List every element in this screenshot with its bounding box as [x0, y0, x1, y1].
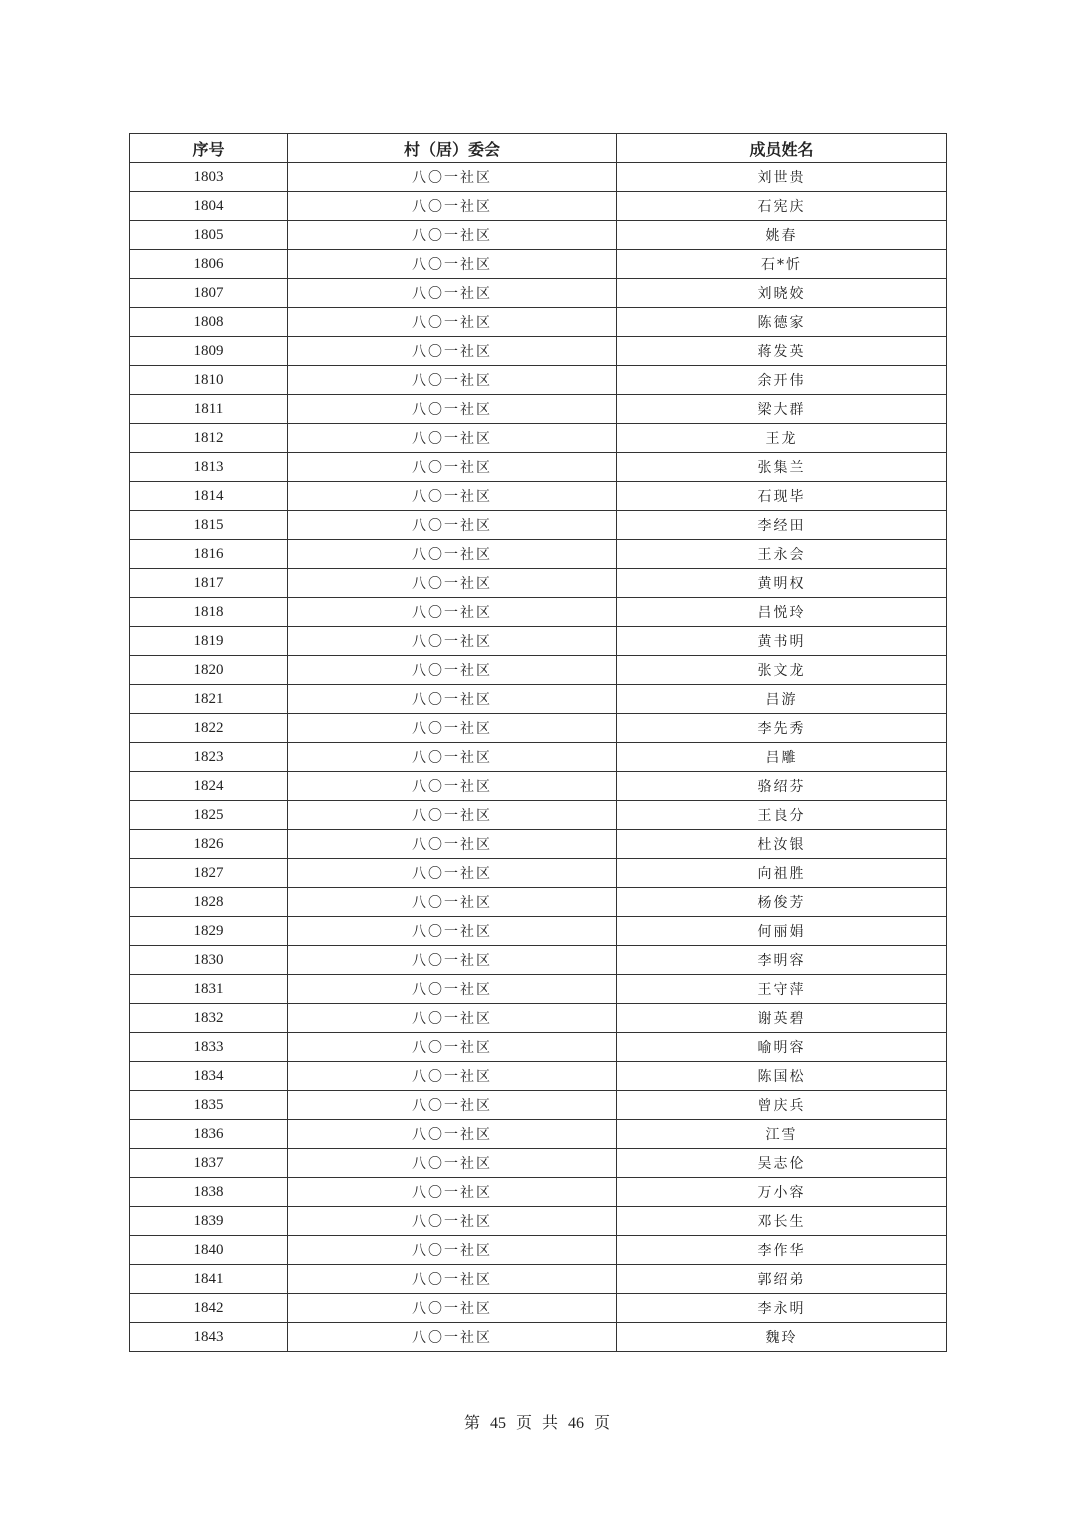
cell-member-name: 蒋发英 — [617, 337, 947, 366]
cell-serial-number: 1826 — [130, 830, 288, 859]
cell-serial-number: 1806 — [130, 250, 288, 279]
cell-serial-number: 1807 — [130, 279, 288, 308]
cell-serial-number: 1812 — [130, 424, 288, 453]
cell-member-name: 刘晓姣 — [617, 279, 947, 308]
cell-committee: 八〇一社区 — [288, 1207, 617, 1236]
table-row — [130, 1033, 947, 1062]
page-footer — [0, 1410, 1074, 1433]
cell-member-name: 何丽娟 — [617, 917, 947, 946]
table-row — [130, 1004, 947, 1033]
header-committee: 村（居）委会 — [288, 134, 617, 163]
cell-committee: 八〇一社区 — [288, 337, 617, 366]
table-row — [130, 1120, 947, 1149]
cell-serial-number: 1823 — [130, 743, 288, 772]
footer-total-pages: 46 — [568, 1415, 585, 1432]
cell-member-name: 江雪 — [617, 1120, 947, 1149]
cell-committee: 八〇一社区 — [288, 250, 617, 279]
cell-serial-number: 1810 — [130, 366, 288, 395]
table-row — [130, 627, 947, 656]
table-row — [130, 685, 947, 714]
cell-committee: 八〇一社区 — [288, 888, 617, 917]
cell-member-name: 万小容 — [617, 1178, 947, 1207]
cell-member-name: 王永会 — [617, 540, 947, 569]
cell-serial-number: 1809 — [130, 337, 288, 366]
cell-member-name: 谢英碧 — [617, 1004, 947, 1033]
cell-serial-number: 1817 — [130, 569, 288, 598]
cell-member-name: 李永明 — [617, 1294, 947, 1323]
cell-committee: 八〇一社区 — [288, 598, 617, 627]
cell-member-name: 余开伟 — [617, 366, 947, 395]
cell-committee: 八〇一社区 — [288, 917, 617, 946]
cell-committee: 八〇一社区 — [288, 1149, 617, 1178]
cell-serial-number: 1836 — [130, 1120, 288, 1149]
cell-committee: 八〇一社区 — [288, 1178, 617, 1207]
cell-serial-number: 1821 — [130, 685, 288, 714]
table-row — [130, 540, 947, 569]
table-row — [130, 1323, 947, 1352]
cell-committee: 八〇一社区 — [288, 221, 617, 250]
table-row — [130, 1294, 947, 1323]
cell-committee: 八〇一社区 — [288, 308, 617, 337]
table-row — [130, 743, 947, 772]
cell-member-name: 郭绍弟 — [617, 1265, 947, 1294]
table-row — [130, 772, 947, 801]
cell-serial-number: 1831 — [130, 975, 288, 1004]
cell-committee: 八〇一社区 — [288, 946, 617, 975]
table-row — [130, 511, 947, 540]
cell-serial-number: 1813 — [130, 453, 288, 482]
cell-member-name: 向祖胜 — [617, 859, 947, 888]
table-row — [130, 366, 947, 395]
cell-member-name: 邓长生 — [617, 1207, 947, 1236]
cell-member-name: 张文龙 — [617, 656, 947, 685]
cell-member-name: 王良分 — [617, 801, 947, 830]
footer-page-prefix: 第 — [463, 1415, 480, 1432]
cell-serial-number: 1816 — [130, 540, 288, 569]
cell-member-name: 骆绍芬 — [617, 772, 947, 801]
cell-serial-number: 1811 — [130, 395, 288, 424]
cell-committee: 八〇一社区 — [288, 656, 617, 685]
cell-serial-number: 1804 — [130, 192, 288, 221]
cell-serial-number: 1837 — [130, 1149, 288, 1178]
cell-committee: 八〇一社区 — [288, 1062, 617, 1091]
table-row — [130, 163, 947, 192]
cell-committee: 八〇一社区 — [288, 163, 617, 192]
cell-member-name: 李经田 — [617, 511, 947, 540]
cell-serial-number: 1828 — [130, 888, 288, 917]
cell-committee: 八〇一社区 — [288, 540, 617, 569]
cell-member-name: 李先秀 — [617, 714, 947, 743]
cell-member-name: 吕雕 — [617, 743, 947, 772]
table-row — [130, 859, 947, 888]
footer-current-page: 45 — [489, 1415, 506, 1432]
table-row — [130, 250, 947, 279]
table-row — [130, 453, 947, 482]
table-row — [130, 801, 947, 830]
cell-committee: 八〇一社区 — [288, 975, 617, 1004]
cell-member-name: 吕游 — [617, 685, 947, 714]
cell-serial-number: 1833 — [130, 1033, 288, 1062]
cell-member-name: 黄明权 — [617, 569, 947, 598]
cell-member-name: 刘世贵 — [617, 163, 947, 192]
table-row — [130, 975, 947, 1004]
cell-committee: 八〇一社区 — [288, 685, 617, 714]
table-row — [130, 598, 947, 627]
cell-committee: 八〇一社区 — [288, 1265, 617, 1294]
cell-member-name: 陈德家 — [617, 308, 947, 337]
cell-committee: 八〇一社区 — [288, 1091, 617, 1120]
cell-committee: 八〇一社区 — [288, 1294, 617, 1323]
cell-committee: 八〇一社区 — [288, 424, 617, 453]
cell-committee: 八〇一社区 — [288, 453, 617, 482]
cell-serial-number: 1818 — [130, 598, 288, 627]
cell-member-name: 姚春 — [617, 221, 947, 250]
table-row — [130, 1265, 947, 1294]
cell-committee: 八〇一社区 — [288, 192, 617, 221]
table-row — [130, 221, 947, 250]
cell-serial-number: 1827 — [130, 859, 288, 888]
cell-serial-number: 1832 — [130, 1004, 288, 1033]
table-row — [130, 337, 947, 366]
cell-serial-number: 1841 — [130, 1265, 288, 1294]
cell-member-name: 王龙 — [617, 424, 947, 453]
cell-member-name: 魏玲 — [617, 1323, 947, 1352]
table-row — [130, 1207, 947, 1236]
cell-committee: 八〇一社区 — [288, 1033, 617, 1062]
cell-committee: 八〇一社区 — [288, 1323, 617, 1352]
cell-member-name: 杨俊芳 — [617, 888, 947, 917]
table-row — [130, 279, 947, 308]
cell-serial-number: 1819 — [130, 627, 288, 656]
cell-committee: 八〇一社区 — [288, 279, 617, 308]
table-row — [130, 888, 947, 917]
cell-member-name: 石宪庆 — [617, 192, 947, 221]
cell-serial-number: 1829 — [130, 917, 288, 946]
cell-committee: 八〇一社区 — [288, 511, 617, 540]
cell-serial-number: 1838 — [130, 1178, 288, 1207]
cell-member-name: 梁大群 — [617, 395, 947, 424]
cell-serial-number: 1840 — [130, 1236, 288, 1265]
cell-serial-number: 1815 — [130, 511, 288, 540]
table-body — [130, 163, 947, 1352]
table-row — [130, 308, 947, 337]
cell-committee: 八〇一社区 — [288, 482, 617, 511]
cell-member-name: 喻明容 — [617, 1033, 947, 1062]
cell-serial-number: 1839 — [130, 1207, 288, 1236]
table-row — [130, 569, 947, 598]
cell-serial-number: 1830 — [130, 946, 288, 975]
cell-committee: 八〇一社区 — [288, 569, 617, 598]
table-row — [130, 1091, 947, 1120]
table-row — [130, 1178, 947, 1207]
cell-serial-number: 1808 — [130, 308, 288, 337]
cell-serial-number: 1822 — [130, 714, 288, 743]
table-header-row — [130, 134, 947, 163]
cell-committee: 八〇一社区 — [288, 743, 617, 772]
footer-total-prefix: 共 — [542, 1415, 559, 1432]
header-member-name: 成员姓名 — [617, 134, 947, 163]
cell-member-name: 李作华 — [617, 1236, 947, 1265]
header-serial-number: 序号 — [130, 134, 288, 163]
cell-member-name: 黄书明 — [617, 627, 947, 656]
cell-member-name: 石*忻 — [617, 250, 947, 279]
member-table — [129, 133, 947, 1352]
footer-total-unit: 页 — [594, 1415, 611, 1432]
cell-member-name: 王守萍 — [617, 975, 947, 1004]
table-row — [130, 830, 947, 859]
cell-serial-number: 1825 — [130, 801, 288, 830]
cell-member-name: 张集兰 — [617, 453, 947, 482]
cell-serial-number: 1842 — [130, 1294, 288, 1323]
table-row — [130, 1149, 947, 1178]
cell-committee: 八〇一社区 — [288, 714, 617, 743]
cell-committee: 八〇一社区 — [288, 366, 617, 395]
cell-serial-number: 1805 — [130, 221, 288, 250]
cell-serial-number: 1803 — [130, 163, 288, 192]
cell-committee: 八〇一社区 — [288, 830, 617, 859]
cell-member-name: 吴志伦 — [617, 1149, 947, 1178]
footer-page-unit: 页 — [515, 1415, 532, 1432]
cell-committee: 八〇一社区 — [288, 772, 617, 801]
table-row — [130, 424, 947, 453]
cell-committee: 八〇一社区 — [288, 1120, 617, 1149]
cell-serial-number: 1824 — [130, 772, 288, 801]
table-row — [130, 714, 947, 743]
table-row — [130, 1236, 947, 1265]
table-row — [130, 482, 947, 511]
cell-committee: 八〇一社区 — [288, 395, 617, 424]
table-row — [130, 395, 947, 424]
cell-committee: 八〇一社区 — [288, 627, 617, 656]
cell-serial-number: 1834 — [130, 1062, 288, 1091]
table-row — [130, 917, 947, 946]
cell-member-name: 陈国松 — [617, 1062, 947, 1091]
table-row — [130, 192, 947, 221]
table-row — [130, 1062, 947, 1091]
cell-serial-number: 1835 — [130, 1091, 288, 1120]
table-row — [130, 656, 947, 685]
cell-serial-number: 1814 — [130, 482, 288, 511]
cell-serial-number: 1843 — [130, 1323, 288, 1352]
cell-member-name: 石现毕 — [617, 482, 947, 511]
cell-member-name: 杜汝银 — [617, 830, 947, 859]
cell-member-name: 李明容 — [617, 946, 947, 975]
table-row — [130, 946, 947, 975]
cell-committee: 八〇一社区 — [288, 1236, 617, 1265]
cell-serial-number: 1820 — [130, 656, 288, 685]
cell-member-name: 曾庆兵 — [617, 1091, 947, 1120]
cell-committee: 八〇一社区 — [288, 1004, 617, 1033]
cell-committee: 八〇一社区 — [288, 801, 617, 830]
cell-member-name: 吕悦玲 — [617, 598, 947, 627]
cell-committee: 八〇一社区 — [288, 859, 617, 888]
